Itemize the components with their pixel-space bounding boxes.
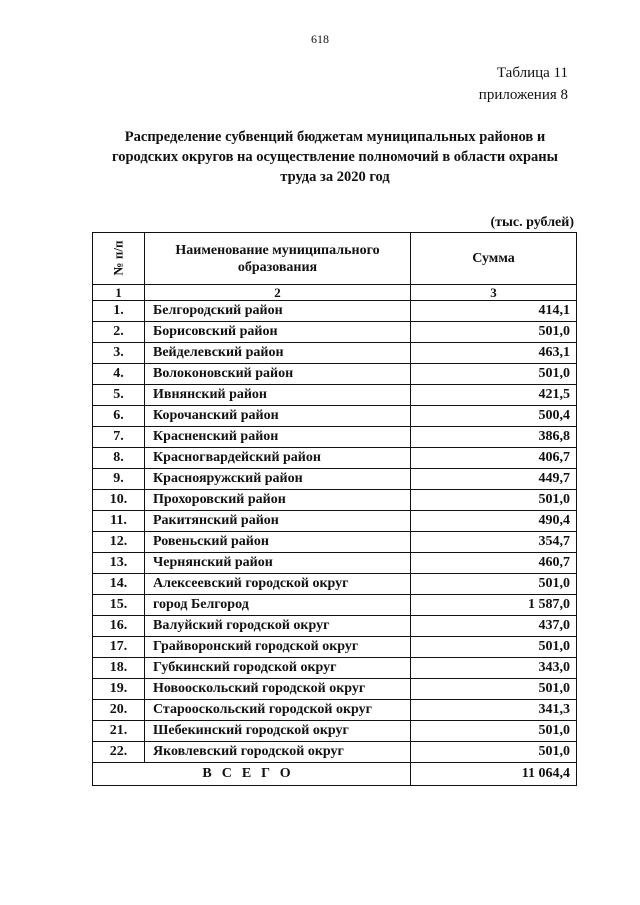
table-reference-line-1: Таблица 11	[496, 65, 568, 81]
row-name: город Белгород	[145, 595, 411, 616]
column-index-row	[93, 285, 577, 301]
document-title-line-1: Распределение субвенций бюджетам муниципальных районов и	[124, 129, 546, 145]
row-number: 22.	[93, 742, 145, 763]
table-row	[93, 532, 577, 553]
table-row	[93, 616, 577, 637]
row-name: Ивнянский район	[145, 385, 411, 406]
row-number: 5.	[93, 385, 145, 406]
row-name: Грайворонский городской округ	[145, 637, 411, 658]
page-number: 618	[311, 32, 329, 46]
table-row	[93, 427, 577, 448]
table-row	[93, 721, 577, 742]
row-sum: 406,7	[411, 448, 577, 469]
document-title-line-2: городских округов на осуществление полномочий в области охраны	[112, 149, 558, 165]
row-name: Белгородский район	[145, 301, 411, 322]
row-number: 13.	[93, 553, 145, 574]
row-number: 4.	[93, 364, 145, 385]
table-row	[93, 679, 577, 700]
row-sum: 341,3	[411, 700, 577, 721]
table-row	[93, 658, 577, 679]
table-row	[93, 595, 577, 616]
row-name: Старооскольский городской округ	[145, 700, 411, 721]
row-sum: 500,4	[411, 406, 577, 427]
row-sum: 501,0	[411, 490, 577, 511]
row-name: Красногвардейский район	[145, 448, 411, 469]
total-label: ВСЕГО	[93, 763, 411, 786]
total-row	[93, 763, 577, 786]
row-sum: 437,0	[411, 616, 577, 637]
total-sum: 11 064,4	[411, 763, 577, 786]
row-name: Вейделевский район	[145, 343, 411, 364]
header-number-label: № п/п	[110, 240, 126, 276]
unit-label: (тыс. рублей)	[490, 215, 574, 230]
row-sum: 501,0	[411, 742, 577, 763]
row-number: 3.	[93, 343, 145, 364]
column-index: 3	[411, 285, 577, 301]
row-number: 9.	[93, 469, 145, 490]
row-name: Новооскольский городской округ	[145, 679, 411, 700]
subsidy-table	[92, 232, 577, 786]
row-name: Красненский район	[145, 427, 411, 448]
table-reference	[479, 62, 568, 106]
row-name: Яковлевский городской округ	[145, 742, 411, 763]
row-sum: 449,7	[411, 469, 577, 490]
row-number: 11.	[93, 511, 145, 532]
row-name: Борисовский район	[145, 322, 411, 343]
row-name: Ровеньский район	[145, 532, 411, 553]
header-name-line-1: Наименование муниципального	[175, 242, 380, 258]
header-number	[93, 233, 145, 285]
table-row	[93, 700, 577, 721]
table-row	[93, 637, 577, 658]
table-row	[93, 511, 577, 532]
row-number: 17.	[93, 637, 145, 658]
header-name-line-2: образования	[237, 259, 318, 275]
row-sum: 501,0	[411, 364, 577, 385]
table-reference-line-2: приложения 8	[478, 87, 568, 103]
row-number: 18.	[93, 658, 145, 679]
row-sum: 501,0	[411, 637, 577, 658]
row-number: 12.	[93, 532, 145, 553]
row-name: Алексеевский городской округ	[145, 574, 411, 595]
row-sum: 1 587,0	[411, 595, 577, 616]
row-name: Прохоровский район	[145, 490, 411, 511]
document-title	[100, 127, 570, 187]
row-number: 2.	[93, 322, 145, 343]
header-sum: Сумма	[411, 233, 577, 285]
column-index: 2	[145, 285, 411, 301]
table-body	[93, 301, 577, 763]
row-number: 7.	[93, 427, 145, 448]
header-name	[145, 233, 411, 285]
table-row	[93, 385, 577, 406]
table-row	[93, 742, 577, 763]
row-sum: 501,0	[411, 721, 577, 742]
row-number: 14.	[93, 574, 145, 595]
row-sum: 501,0	[411, 322, 577, 343]
row-name: Краснояружский район	[145, 469, 411, 490]
row-sum: 386,8	[411, 427, 577, 448]
row-number: 16.	[93, 616, 145, 637]
row-name: Валуйский городской округ	[145, 616, 411, 637]
row-sum: 414,1	[411, 301, 577, 322]
table-row	[93, 448, 577, 469]
row-name: Волоконовский район	[145, 364, 411, 385]
table-row	[93, 322, 577, 343]
column-index: 1	[93, 285, 145, 301]
row-name: Шебекинский городской округ	[145, 721, 411, 742]
row-name: Чернянский район	[145, 553, 411, 574]
row-number: 6.	[93, 406, 145, 427]
row-number: 1.	[93, 301, 145, 322]
row-number: 20.	[93, 700, 145, 721]
table-row	[93, 343, 577, 364]
row-sum: 463,1	[411, 343, 577, 364]
row-number: 10.	[93, 490, 145, 511]
table-row	[93, 406, 577, 427]
document-title-line-3: труда за 2020 год	[280, 169, 390, 185]
row-name: Губкинский городской округ	[145, 658, 411, 679]
row-sum: 421,5	[411, 385, 577, 406]
row-number: 19.	[93, 679, 145, 700]
table-row	[93, 553, 577, 574]
row-sum: 501,0	[411, 574, 577, 595]
row-number: 15.	[93, 595, 145, 616]
row-sum: 343,0	[411, 658, 577, 679]
row-name: Ракитянский район	[145, 511, 411, 532]
table-row	[93, 574, 577, 595]
row-sum: 490,4	[411, 511, 577, 532]
table-row	[93, 490, 577, 511]
table-row	[93, 469, 577, 490]
row-sum: 460,7	[411, 553, 577, 574]
table-row	[93, 301, 577, 322]
row-number: 8.	[93, 448, 145, 469]
row-number: 21.	[93, 721, 145, 742]
row-name: Корочанский район	[145, 406, 411, 427]
table-header-row	[93, 233, 577, 285]
row-sum: 354,7	[411, 532, 577, 553]
row-sum: 501,0	[411, 679, 577, 700]
table-row	[93, 364, 577, 385]
